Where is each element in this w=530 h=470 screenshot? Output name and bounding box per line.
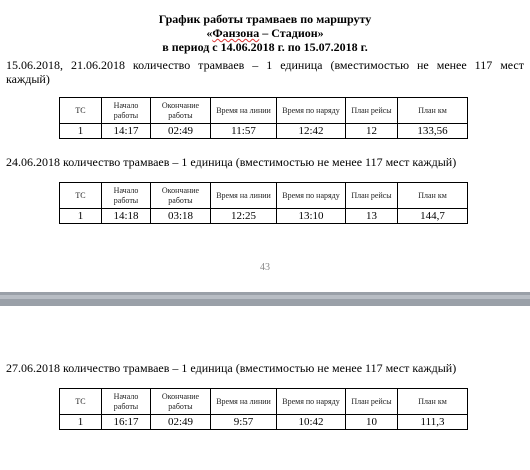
cell-line-time: 12:25 (211, 209, 277, 224)
col-header: ТС (60, 389, 102, 415)
table-row (60, 415, 468, 430)
schedule-table-3 (59, 388, 468, 430)
cell-start: 14:18 (102, 209, 151, 224)
cell-vehicle: 1 (60, 209, 102, 224)
table-header-row (60, 389, 468, 415)
table-row (60, 209, 468, 224)
cell-order-time: 13:10 (277, 209, 346, 224)
title-quote-open: « (206, 26, 213, 40)
doc-title-line1: График работы трамваев по маршруту (158, 12, 372, 26)
col-header: План км (398, 183, 468, 209)
col-header: Время на линии (211, 183, 277, 209)
col-header: План км (398, 98, 468, 124)
cell-start: 16:17 (102, 415, 151, 430)
cell-start: 14:17 (102, 124, 151, 139)
period-text-1: 15.06.2018, 21.06.2018 количество трамваев – 1 единица (вместимостью не менее 117 мест (6, 58, 524, 72)
col-header: План рейсы (346, 183, 398, 209)
col-header: Начало работы (102, 389, 151, 415)
col-header: Окончание работы (151, 389, 211, 415)
cell-line-time: 11:57 (211, 124, 277, 139)
cell-line-time: 9:57 (211, 415, 277, 430)
schedule-table-1 (59, 97, 468, 139)
table-row (60, 124, 468, 139)
col-header: ТС (60, 183, 102, 209)
cell-plan-trips: 10 (346, 415, 398, 430)
page-separator-shade (0, 295, 530, 299)
title-route-rest: – Стадион» (259, 26, 324, 40)
col-header: Начало работы (102, 98, 151, 124)
period-text-3: 27.06.2018 количество трамваев – 1 единица (вместимостью не менее 117 мест каждый) (6, 361, 457, 375)
col-header: Окончание работы (151, 183, 211, 209)
page-number: 43 (260, 262, 270, 273)
col-header: План км (398, 389, 468, 415)
col-header: Начало работы (102, 183, 151, 209)
col-header: ТС (60, 98, 102, 124)
table-header-row (60, 183, 468, 209)
schedule-table-2 (59, 182, 468, 224)
cell-end: 02:49 (151, 415, 211, 430)
period-text-2: 24.06.2018 количество трамваев – 1 единица (вместимостью не менее 117 мест каждый) (6, 155, 457, 169)
title-route-start: Фанзона (212, 26, 260, 40)
cell-plan-km: 144,7 (398, 209, 468, 224)
col-header: Время на линии (211, 98, 277, 124)
cell-end: 03:18 (151, 209, 211, 224)
cell-order-time: 10:42 (277, 415, 346, 430)
col-header: Время по наряду (277, 389, 346, 415)
cell-plan-km: 111,3 (398, 415, 468, 430)
cell-plan-trips: 13 (346, 209, 398, 224)
table-header-row (60, 98, 468, 124)
col-header: Окончание работы (151, 98, 211, 124)
cell-vehicle: 1 (60, 415, 102, 430)
col-header: План рейсы (346, 389, 398, 415)
cell-vehicle: 1 (60, 124, 102, 139)
col-header: Время по наряду (277, 183, 346, 209)
col-header: План рейсы (346, 98, 398, 124)
cell-plan-trips: 12 (346, 124, 398, 139)
col-header: Время по наряду (277, 98, 346, 124)
doc-title-line3: в период с 14.06.2018 г. по 15.07.2018 г. (162, 40, 368, 54)
cell-order-time: 12:42 (277, 124, 346, 139)
col-header: Время на линии (211, 389, 277, 415)
cell-plan-km: 133,56 (398, 124, 468, 139)
doc-title-line2 (0, 27, 530, 40)
period-text-1-cont: каждый) (6, 72, 50, 86)
document-page-2 (0, 306, 530, 470)
cell-end: 02:49 (151, 124, 211, 139)
